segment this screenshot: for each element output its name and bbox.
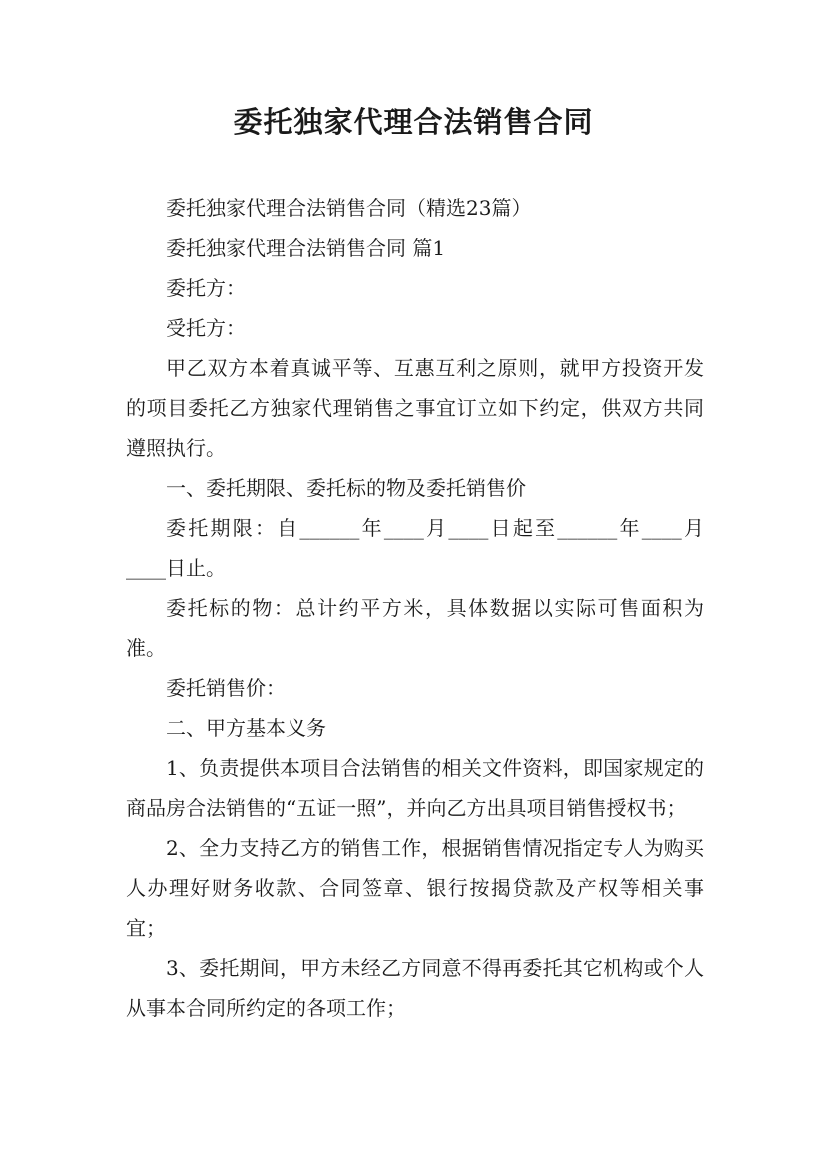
paragraph-duty-1: 1、负责提供本项目合法销售的相关文件资料，即国家规定的商品房合法销售的“五证一照”，并向乙方出具项目销售授权书；	[126, 756, 704, 820]
paragraph-section-heading: 委托独家代理合法销售合同 篇1	[166, 236, 446, 260]
document-body	[126, 188, 704, 1028]
paragraph-clause-1-heading: 一、委托期限、委托标的物及委托销售价	[166, 476, 526, 500]
paragraph-principal: 委托方：	[166, 276, 246, 300]
paragraph-price: 委托销售价：	[166, 676, 286, 700]
paragraph-preamble: 甲乙双方本着真诚平等、互惠互利之原则，就甲方投资开发的项目委托乙方独家代理销售之事宜订立如下约定，供双方共同遵照执行。	[126, 356, 704, 460]
paragraph-subtitle: 委托独家代理合法销售合同（精选23篇）	[166, 196, 532, 220]
paragraph-duty-3: 3、委托期间，甲方未经乙方同意不得再委托其它机构或个人从事本合同所约定的各项工作；	[126, 956, 704, 1020]
paragraph-duty-2: 2、全力支持乙方的销售工作，根据销售情况指定专人为购买人办理好财务收款、合同签章、银行按揭贷款及产权等相关事宜；	[126, 836, 704, 940]
paragraph-agent: 受托方：	[166, 316, 246, 340]
paragraph-term: 委托期限：自______年____月____日起至______年____月____日止。	[126, 516, 704, 580]
paragraph-clause-2-heading: 二、甲方基本义务	[166, 716, 326, 740]
paragraph-subject: 委托标的物：总计约平方米，具体数据以实际可售面积为准。	[126, 596, 704, 660]
document-title: 委托独家代理合法销售合同	[233, 105, 594, 139]
